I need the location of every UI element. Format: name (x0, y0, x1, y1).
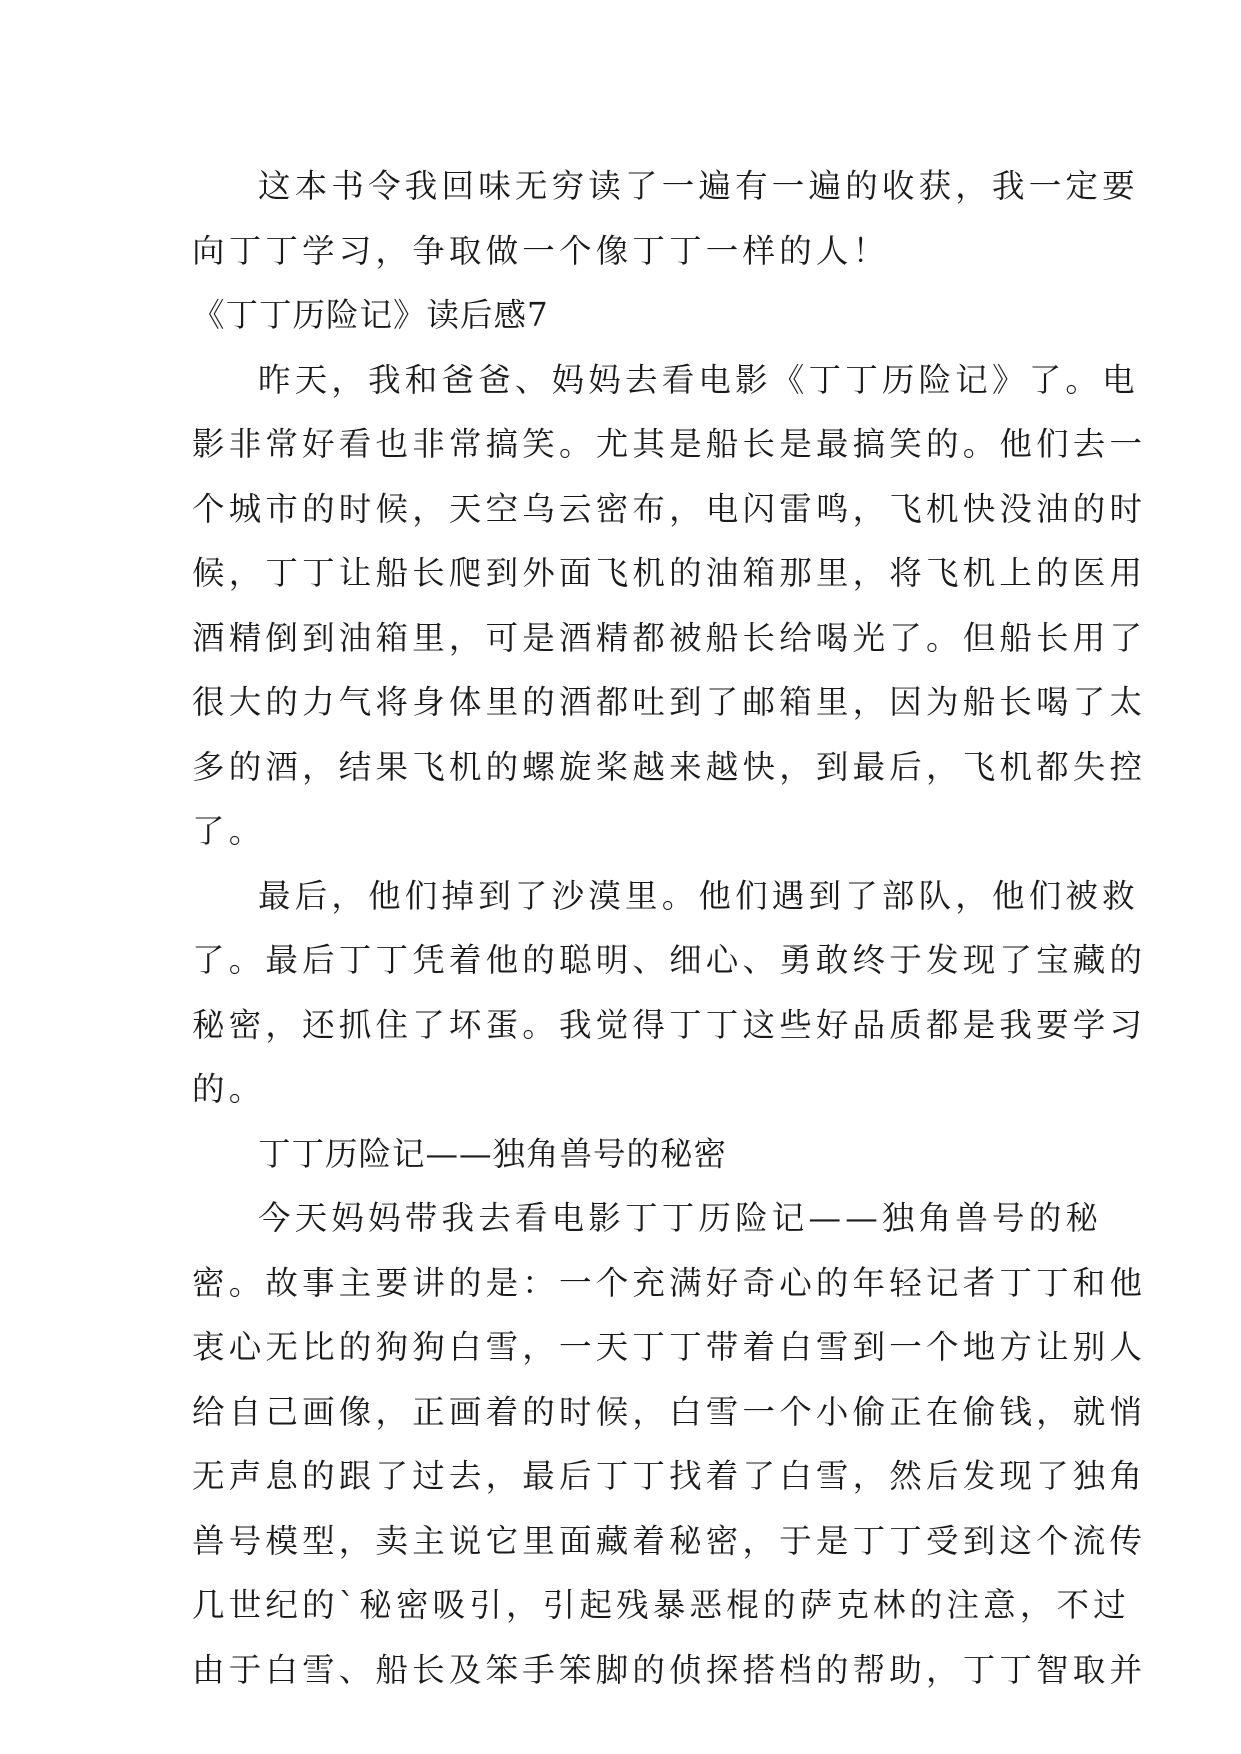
text-line: 今天妈妈带我去看电影丁丁历险记——独角兽号的秘 (258, 1199, 1103, 1237)
text-line: 的。 (192, 1070, 266, 1108)
subsection-title: 丁丁历险记——独角兽号的秘密 (258, 1134, 728, 1173)
text-line: 几世纪的`秘密吸引，引起残暴恶棍的萨克林的注意，不过 (192, 1586, 1130, 1624)
text-line: 由于白雪、船长及笨手笨脚的侦探搭档的帮助，丁丁智取并 (192, 1650, 1147, 1689)
text-line: 无声息的跟了过去，最后丁丁找着了白雪，然后发现了独角 (192, 1457, 1147, 1495)
text-line: 这本书令我回味无穷读了一遍有一遍的收获，我一定要 (258, 167, 1139, 205)
text-line: 昨天，我和爸爸、妈妈去看电影《丁丁历险记》了。电 (258, 360, 1139, 399)
text-line: 多的酒，结果飞机的螺旋桨越来越快，到最后，飞机都失控 (192, 747, 1147, 786)
text-line: 了。 (192, 812, 266, 850)
text-line: 酒精倒到油箱里，可是酒精都被船长给喝光了。但船长用了 (192, 618, 1147, 657)
text-line: 影非常好看也非常搞笑。尤其是船长是最搞笑的。他们去一 (192, 425, 1147, 463)
text-line: 给自己画像，正画着的时候，白雪一个小偷正在偷钱，就悄 (192, 1392, 1147, 1431)
text-line: 了。最后丁丁凭着他的聪明、细心、勇敢终于发现了宝藏的 (192, 941, 1147, 979)
text-line: 衷心无比的狗狗白雪，一天丁丁带着白雪到一个地方让别人 (192, 1328, 1147, 1366)
document-body (192, 154, 1147, 1702)
text-line: 兽号模型，卖主说它里面藏着秘密，于是丁丁受到这个流传 (192, 1521, 1147, 1560)
text-line: 秘密，还抓住了坏蛋。我觉得丁丁这些好品质都是我要学习 (192, 1005, 1147, 1044)
text-line: 密。故事主要讲的是：一个充满好奇心的年轻记者丁丁和他 (192, 1263, 1147, 1302)
text-line: 个城市的时候，天空乌云密布，电闪雷鸣，飞机快没油的时 (192, 489, 1147, 528)
section-title: 《丁丁历险记》读后感7 (192, 296, 549, 334)
text-line: 最后，他们掉到了沙漠里。他们遇到了部队，他们被救 (258, 876, 1139, 915)
text-line: 向丁丁学习，争取做一个像丁丁一样的人！ (192, 231, 890, 270)
text-line: 候，丁丁让船长爬到外面飞机的油箱那里，将飞机上的医用 (192, 554, 1147, 592)
text-line: 很大的力气将身体里的酒都吐到了邮箱里，因为船长喝了太 (192, 683, 1147, 721)
